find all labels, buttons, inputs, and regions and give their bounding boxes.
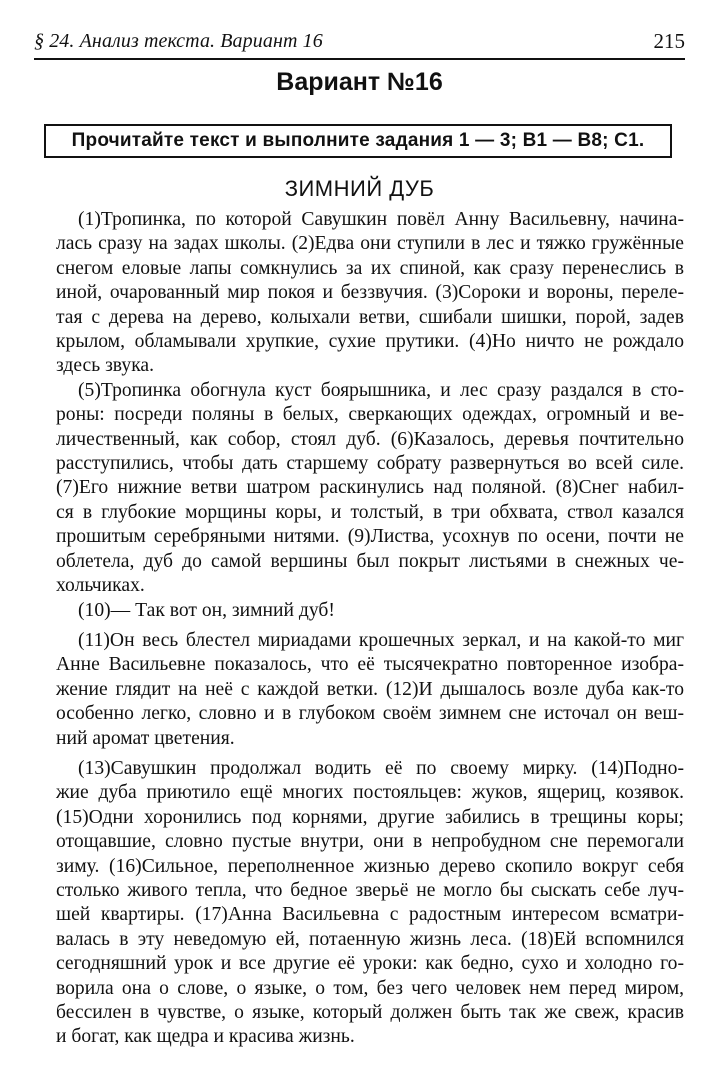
text-line: зиму. (16)Сильное, переполненное жизнью дерево скопило вокруг себя	[56, 855, 684, 877]
paragraph	[34, 757, 684, 1050]
text-line: здесь звука.	[56, 355, 155, 377]
text-line: лась сразу на задах школы. (2)Едва они ступили в лес и тяжко гружённые	[56, 233, 684, 255]
instruction-box	[44, 124, 672, 158]
text-line: шей квартиры. (17)Анна Васильевна с радостным интересом всматри-	[56, 904, 684, 926]
section-title: § 24. Анализ текста. Вариант 16	[34, 30, 323, 52]
text-line: Анне Васильевне показалось, что её тысячекратно повторенное изобра-	[56, 654, 684, 676]
text-line: столько живого тепла, что бедное зверьё не могло бы сыскать себе луч-	[56, 879, 684, 901]
text-line: хольчиках.	[56, 575, 145, 597]
text-line: снегом еловые лапы сомкнулись за их спиной, как сразу перенеслись в	[56, 257, 684, 279]
story-title: ЗИМНИЙ ДУБ	[284, 176, 435, 201]
text-line: (1)Тропинка, по которой Савушкин повёл Анну Васильевну, начина-	[78, 209, 684, 230]
paragraph	[34, 599, 684, 623]
text-line: бессилен в чувстве, о языке, который должен быть так же свеж, красив	[56, 1002, 684, 1023]
paragraph	[34, 208, 684, 379]
text-line: жение глядит на неё с каждой ветки. (12)И дышалось возле дуба как-то	[56, 678, 684, 700]
text-line: и богат, как щедра и красива жизнь.	[56, 1026, 355, 1048]
text-line: облетела, дуб до самой вершины был покрыт листьями в снежных че-	[56, 550, 684, 572]
text-line: иной, очарованный мир покоя и беззвучия. (3)Сороки и вороны, переле-	[56, 282, 684, 304]
text-line: отощавшие, словно пустые внутри, они в непробудном сне перемогали	[56, 831, 684, 853]
text-line: особенно легко, словно и в глубоком своём зимнем сне источал он веш-	[56, 703, 684, 725]
paragraph	[34, 629, 684, 751]
text-line: расступились, чтобы дать старшему собрату развернуться во всей силе.	[56, 453, 684, 475]
text-line: (13)Савушкин продолжал водить её по своему мирку. (14)Подно-	[78, 757, 684, 779]
running-header	[34, 28, 685, 60]
text-line: крылом, обламывали хрупкие, сухие прутики. (4)Но ничто не рождало	[56, 331, 684, 353]
story-body	[34, 208, 684, 1050]
text-line: (10)— Так вот он, зимний дуб!	[78, 599, 335, 621]
text-line: ворила она о слове, о языке, о том, без чего человек нем перед миром,	[56, 977, 684, 999]
variant-title: Вариант №16	[276, 68, 443, 96]
paragraph	[34, 379, 684, 599]
page-number: 215	[653, 29, 685, 53]
text-line: прошитым серебряными нитями. (9)Листва, усохнув по осени, почти не	[56, 526, 684, 548]
text-line: тая с дерева на дерево, колыхали ветви, сшибали шишки, порой, задев	[56, 306, 684, 328]
text-line: валась в эту неведомую ей, потаенную жизнь леса. (18)Ей вспомнился	[56, 928, 684, 950]
text-line: сегодняшний урок и все другие её уроки: как бедно, сухо и холодно го-	[56, 953, 684, 975]
text-line: (11)Он весь блестел мириадами крошечных зеркал, и на какой-то миг	[78, 629, 684, 651]
text-line: ся в глубокие морщины коры, и толстый, в три обхвата, ствол казался	[56, 501, 684, 523]
text-line: (15)Одни хоронились под корнями, другие забились в трещины коры;	[56, 806, 684, 828]
text-line: ний аромат цветения.	[56, 727, 235, 749]
text-line: роны: посреди поляны в белых, сверкающих одеждах, огромный и ве-	[56, 404, 684, 426]
text-line: (5)Тропинка обогнула куст боярышника, и лес сразу раздался в сто-	[78, 379, 684, 401]
text-line: (7)Его нижние ветви шатром раскинулись над поляной. (8)Снег набил-	[56, 477, 684, 499]
text-line: личественный, как собор, стоял дуб. (6)Казалось, деревья почтительно	[56, 428, 684, 450]
instruction-text: Прочитайте текст и выполните задания 1 — 3; В1 — В8; С1.	[71, 130, 645, 151]
text-line: жие дуба приютило ещё многих постояльцев: жуков, ящериц, козявок.	[56, 782, 684, 804]
